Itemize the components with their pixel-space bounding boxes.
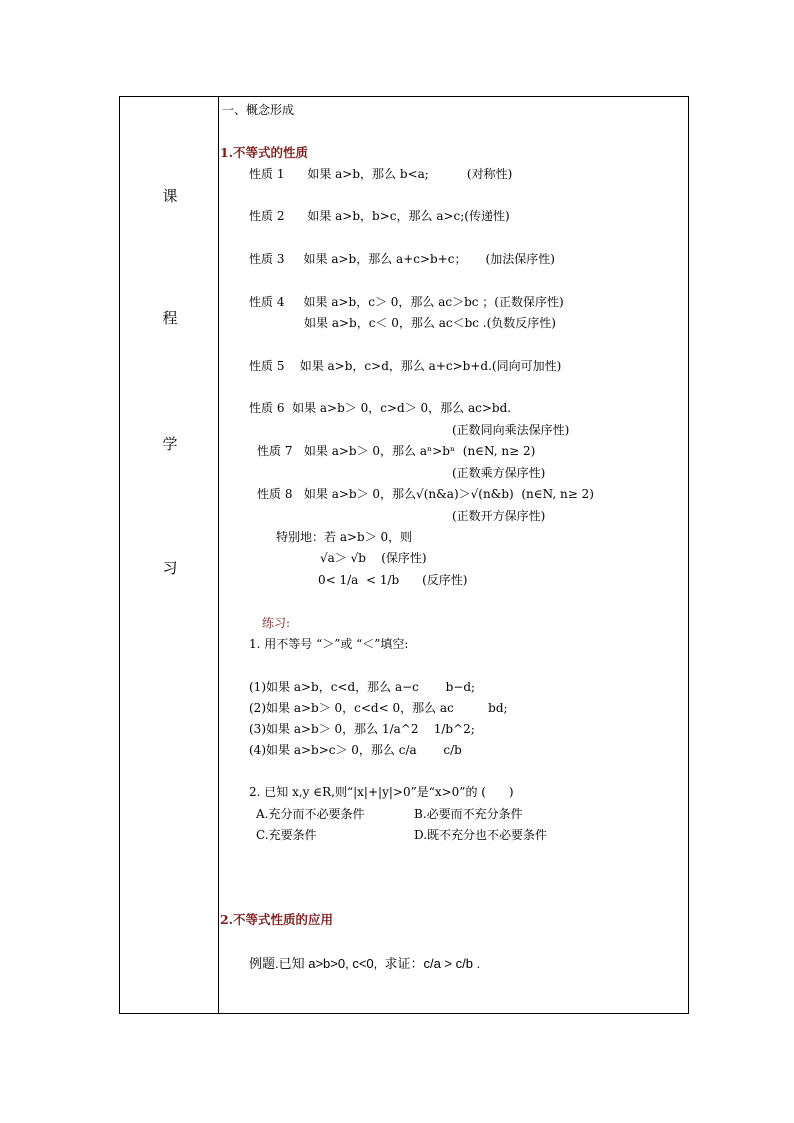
option-b: B.必要而不充分条件 — [414, 807, 523, 821]
property-4b: 如果 a>b，c＜ 0，那么 ac＜bc .(负数反序性) — [304, 316, 556, 330]
practice-question-2: 2. 已知 x,y ∈R,则“|x|+|y|>0”是“x>0”的 ( ) — [249, 785, 514, 799]
property-2: 性质 2 如果 a>b，b>c，那么 a>c;(传递性) — [249, 209, 510, 223]
sidebar-char-1: 课 — [162, 187, 178, 205]
sub-heading-properties: 1.不等式的性质 — [220, 145, 309, 160]
practice-title: 练习: — [262, 616, 291, 630]
property-8-note: (正数开方保序性) — [452, 509, 546, 523]
property-6-note: (正数同向乘法保序性) — [452, 423, 570, 437]
property-5: 性质 5 如果 a>b，c>d，那么 a+c>b+d.(同向可加性) — [249, 359, 562, 373]
practice-question-1: 1. 用不等号 “＞”或 “＜”填空: — [249, 637, 409, 651]
sidebar-char-2: 程 — [162, 309, 178, 327]
sidebar-char-4: 习 — [162, 559, 178, 577]
practice-item-4: (4)如果 a>b>c＞ 0，那么 c/a c/b — [249, 743, 462, 757]
property-1: 性质 1 如果 a>b，那么 b<a; (对称性) — [249, 167, 513, 181]
section-title: 一、概念形成 — [222, 103, 295, 117]
property-7: 性质 7 如果 a>b＞ 0，那么 aⁿ>bⁿ (n∈N, n≥ 2) — [257, 444, 536, 458]
option-d: D.既不充分也不必要条件 — [414, 828, 548, 842]
practice-item-1: (1)如果 a>b，c<d，那么 a−c b−d; — [249, 680, 476, 694]
example-problem: 例题.已知 a>b>0, c<0, 求证：c/a > c/b . — [249, 956, 481, 971]
property-3: 性质 3 如果 a>b，那么 a+c>b+c； (加法保序性) — [249, 252, 555, 266]
practice-item-3: (3)如果 a>b＞ 0，那么 1/a^2 1/b^2; — [249, 722, 475, 736]
option-a: A.充分而不必要条件 — [256, 807, 365, 821]
property-8: 性质 8 如果 a>b＞ 0，那么√(n&a)＞√(n&b) (n∈N, n≥ 2) — [257, 487, 594, 501]
property-6: 性质 6 如果 a>b＞ 0，c>d＞ 0，那么 ac>bd. — [249, 401, 512, 415]
sidebar-char-3: 学 — [162, 435, 178, 453]
property-4: 性质 4 如果 a>b，c＞ 0，那么 ac＞bc ；(正数保序性) — [249, 295, 564, 309]
option-c: C.充要条件 — [256, 828, 317, 842]
special-case-1: √a＞ √b (保序性) — [320, 551, 427, 565]
column-divider — [218, 97, 219, 1013]
property-7-note: (正数乘方保序性) — [452, 466, 546, 480]
practice-item-2: (2)如果 a>b＞ 0，c<d< 0，那么 ac bd; — [249, 701, 508, 715]
special-case-2: 0< 1/a < 1/b (反序性) — [318, 573, 468, 587]
special-case: 特别地：若 a>b＞ 0，则 — [276, 530, 413, 544]
sub-heading-applications: 2.不等式性质的应用 — [220, 912, 334, 927]
